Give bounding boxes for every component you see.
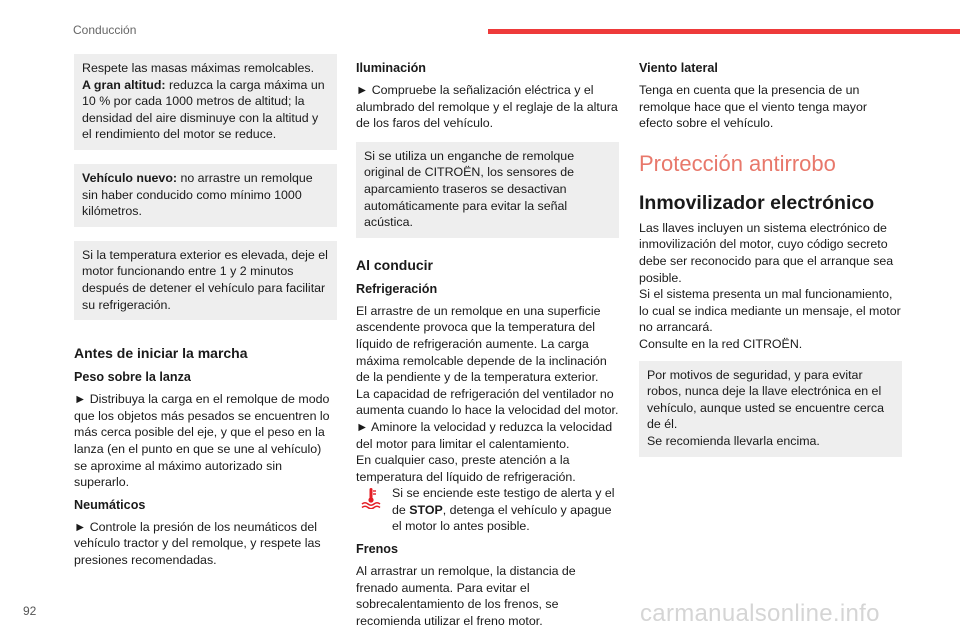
paragraph-inmov-1: Las llaves incluyen un sistema electrónico de inmovilización del motor, cuyo código secreto debe ser reconocido para que el arranque sea posible. (639, 220, 894, 285)
info-icon (82, 63, 89, 86)
coolant-warning-note (356, 485, 619, 535)
paragraph-refrigeracion-1: El arrastre de un remolque en una superficie ascendente provoca que la temperatura del líquido de refrigeración aumente. La carga máxima remolcable depende de la inclinación de la pendiente y de la temperatura exterior. (356, 303, 607, 385)
info-icon (82, 250, 89, 273)
stop-term: STOP (409, 502, 443, 517)
heading-al-conducir: Al conducir (356, 256, 434, 273)
info-box-temperatura (74, 241, 337, 320)
heading-frenos: Frenos (356, 542, 398, 557)
warning-icon (648, 370, 654, 393)
warning-text: no arrastre un remolque sin haber conducido como mínimo 1000 kilómetros. (82, 170, 313, 219)
note-text: , detenga el vehículo y apague el motor lo antes posible. (392, 502, 612, 534)
heading-refrigeracion: Refrigeración (356, 281, 438, 296)
heading-neumaticos: Neumáticos (74, 497, 146, 512)
heading-inmovilizador: Inmovilizador electrónico (639, 191, 875, 214)
heading-peso: Peso sobre la lanza (74, 370, 191, 385)
heading-viento: Viento lateral (639, 61, 718, 75)
page-number: 92 (23, 604, 37, 618)
info-text: Respete las masas máximas remolcables. (82, 61, 315, 75)
info-box-enganche (356, 142, 619, 238)
paragraph-neumaticos: ► Controle la presión de los neumáticos del vehículo tractor y del remolque, y respete las presiones recomendadas. (74, 519, 321, 567)
info-box-masas (74, 54, 337, 150)
warning-text: Por motivos de seguridad, y para evitar robos, nunca deje la llave electrónica en el vehículo, aunque usted se encuentre cerca de él. (647, 367, 884, 432)
info-text: reduzca la carga máxima un 10 % por cada 1000 metros de altitud; la densidad del aire disminuye con la altitud y el rendimiento del motor se reduce. (82, 77, 325, 142)
paragraph-inmov-2: Si el sistema presenta un mal funcionamiento, lo cual se indica mediante un mensaje, el motor no arrancará. (639, 287, 901, 335)
bold-term: Vehículo nuevo: (82, 170, 178, 185)
paragraph-refrigeracion-4: En cualquier caso, preste atención a la temperatura del líquido de refrigeración. (356, 453, 576, 484)
warning-icon (83, 173, 89, 196)
coolant-temperature-icon (360, 487, 382, 509)
info-icon (364, 151, 371, 174)
info-text: Si se utiliza un enganche de remolque original de CITROËN, los sensores de aparcamiento traseros se desactivan automáticamente para evitar la señal acústica. (364, 148, 575, 230)
warning-box-vehiculo-nuevo (74, 164, 337, 227)
column-2 (356, 60, 619, 635)
info-text: Si la temperatura exterior es elevada, deje el motor funcionando entre 1 y 2 minutos después de detener el vehículo para facilitar su refrigeración. (82, 247, 328, 312)
section-label: Conducción (73, 23, 137, 37)
column-1 (74, 54, 337, 574)
column-3 (639, 60, 902, 469)
paragraph-refrigeracion-3: ► Aminore la velocidad y reduzca la velocidad del motor para limitar el calentamiento. (356, 419, 613, 451)
paragraph-viento: Tenga en cuenta que la presencia de un remolque hace que el viento tenga mayor efecto sobre el vehículo. (639, 83, 867, 131)
warning-text-2: Se recomienda llevarla encima. (647, 433, 820, 448)
paragraph-refrigeracion-2: La capacidad de refrigeración del ventilador no aumenta cuando lo hace la velocidad del motor. (356, 386, 619, 418)
heading-proteccion: Protección antirrobo (639, 150, 836, 176)
heading-antes: Antes de iniciar la marcha (74, 345, 248, 362)
heading-iluminacion: Iluminación (356, 61, 426, 75)
paragraph-inmov-3: Consulte en la red CITROËN. (639, 336, 803, 351)
paragraph-iluminacion: ► Compruebe la señalización eléctrica y el alumbrado del remolque y el reglaje de la altura de los faros del vehículo. (356, 83, 618, 131)
header-accent-bar (488, 29, 960, 34)
paragraph-frenos: Al arrastrar un remolque, la distancia de frenado aumenta. Para evitar el sobrecalentamiento de los frenos, se recomienda utilizar el freno motor. (356, 564, 576, 628)
paragraph-peso: ► Distribuya la carga en el remolque de modo que los objetos más pesados se encuentren lo más cerca posible del eje, y que el peso en la lanza (en el punto en que se une al vehículo) se aproxime al máximo autorizado sin superarlo. (74, 392, 330, 490)
warning-box-llave (639, 361, 902, 457)
watermark: carmanualsonline.info (640, 600, 880, 627)
note-text: Si se enciende este testigo de alerta y el de (392, 486, 615, 517)
bold-term: A gran altitud: (82, 77, 166, 92)
